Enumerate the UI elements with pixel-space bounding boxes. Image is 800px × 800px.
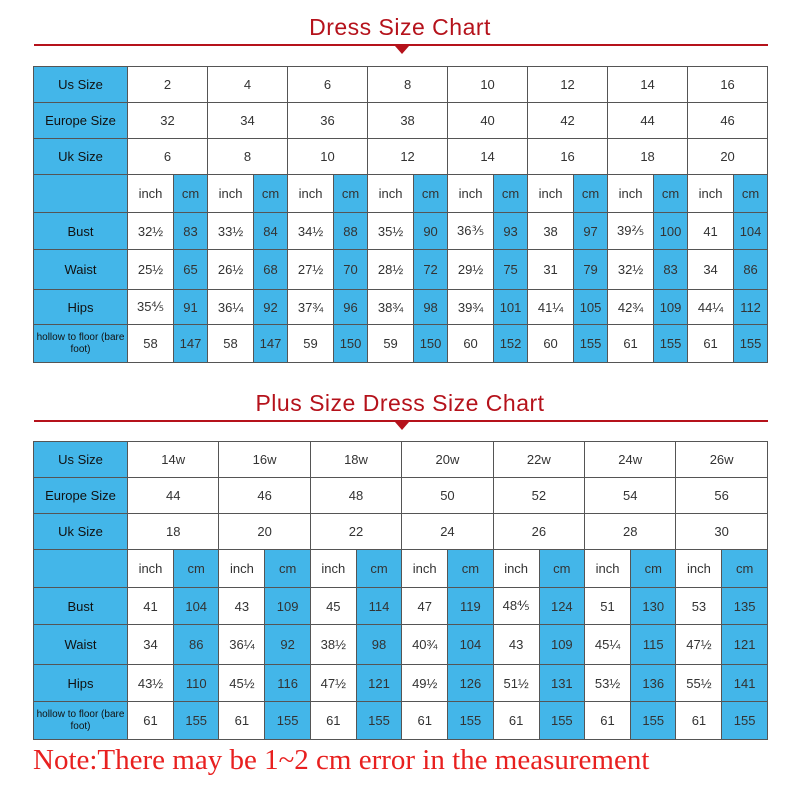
unit-cm-header: cm bbox=[414, 175, 448, 213]
inch-value-cell: 42¾ bbox=[608, 290, 654, 325]
cm-value-cell: 116 bbox=[265, 665, 310, 702]
unit-inch-header: inch bbox=[676, 550, 722, 588]
cm-value-cell: 121 bbox=[722, 625, 767, 665]
unit-cm-header: cm bbox=[254, 175, 288, 213]
inch-value-cell: 47½ bbox=[310, 665, 356, 702]
inch-value-cell: 34 bbox=[128, 625, 174, 665]
inch-value-cell: 29½ bbox=[448, 250, 494, 290]
inch-value-cell: 44¼ bbox=[688, 290, 734, 325]
inch-value-cell: 41 bbox=[128, 588, 174, 625]
measurement-row bbox=[34, 250, 768, 290]
size-cell: 48 bbox=[310, 478, 401, 514]
inch-value-cell: 61 bbox=[128, 702, 174, 740]
size-row bbox=[34, 478, 768, 514]
cm-value-cell: 96 bbox=[334, 290, 368, 325]
cm-value-cell: 109 bbox=[265, 588, 310, 625]
cm-value-cell: 101 bbox=[494, 290, 528, 325]
measurement-label: Hips bbox=[34, 290, 128, 325]
cm-value-cell: 110 bbox=[174, 665, 219, 702]
unit-inch-header: inch bbox=[208, 175, 254, 213]
inch-value-cell: 34 bbox=[688, 250, 734, 290]
unit-inch-header: inch bbox=[368, 175, 414, 213]
inch-value-cell: 53½ bbox=[585, 665, 631, 702]
size-cell: 38 bbox=[368, 103, 448, 139]
cm-value-cell: 83 bbox=[654, 250, 688, 290]
size-cell: 8 bbox=[208, 139, 288, 175]
cm-value-cell: 155 bbox=[734, 325, 768, 363]
size-cell: 10 bbox=[288, 139, 368, 175]
cm-value-cell: 155 bbox=[654, 325, 688, 363]
cm-value-cell: 88 bbox=[334, 213, 368, 250]
cm-value-cell: 93 bbox=[494, 213, 528, 250]
cm-value-cell: 84 bbox=[254, 213, 288, 250]
measurement-row bbox=[34, 665, 768, 702]
size-cell: 50 bbox=[402, 478, 493, 514]
size-row bbox=[34, 67, 768, 103]
cm-value-cell: 68 bbox=[254, 250, 288, 290]
inch-value-cell: 33½ bbox=[208, 213, 254, 250]
size-row bbox=[34, 139, 768, 175]
unit-header-blank bbox=[34, 550, 128, 588]
size-cell: 16 bbox=[688, 67, 768, 103]
unit-header-blank bbox=[34, 175, 128, 213]
size-cell: 56 bbox=[676, 478, 767, 514]
cm-value-cell: 72 bbox=[414, 250, 448, 290]
unit-inch-header: inch bbox=[219, 550, 265, 588]
cm-value-cell: 105 bbox=[574, 290, 608, 325]
inch-value-cell: 38½ bbox=[310, 625, 356, 665]
inch-value-cell: 36¼ bbox=[219, 625, 265, 665]
size-cell: 6 bbox=[288, 67, 368, 103]
inch-value-cell: 37¾ bbox=[288, 290, 334, 325]
inch-value-cell: 61 bbox=[585, 702, 631, 740]
inch-value-cell: 61 bbox=[688, 325, 734, 363]
row-label: Uk Size bbox=[34, 139, 128, 175]
row-label: Us Size bbox=[34, 67, 128, 103]
cm-value-cell: 100 bbox=[654, 213, 688, 250]
cm-value-cell: 150 bbox=[334, 325, 368, 363]
cm-value-cell: 83 bbox=[174, 213, 208, 250]
inch-value-cell: 61 bbox=[608, 325, 654, 363]
inch-value-cell: 47 bbox=[402, 588, 448, 625]
inch-value-cell: 51 bbox=[585, 588, 631, 625]
size-cell: 6 bbox=[128, 139, 208, 175]
size-cell: 46 bbox=[688, 103, 768, 139]
cm-value-cell: 86 bbox=[734, 250, 768, 290]
measurement-row bbox=[34, 625, 768, 665]
unit-inch-header: inch bbox=[128, 175, 174, 213]
cm-value-cell: 90 bbox=[414, 213, 448, 250]
measurement-row bbox=[34, 290, 768, 325]
size-cell: 2 bbox=[128, 67, 208, 103]
unit-inch-header: inch bbox=[688, 175, 734, 213]
unit-cm-header: cm bbox=[265, 550, 310, 588]
unit-cm-header: cm bbox=[722, 550, 767, 588]
size-cell: 26w bbox=[676, 442, 767, 478]
inch-value-cell: 41 bbox=[688, 213, 734, 250]
inch-value-cell: 60 bbox=[528, 325, 574, 363]
inch-value-cell: 61 bbox=[402, 702, 448, 740]
inch-value-cell: 32½ bbox=[128, 213, 174, 250]
cm-value-cell: 147 bbox=[254, 325, 288, 363]
size-cell: 12 bbox=[368, 139, 448, 175]
measurement-note: Note:There may be 1~2 cm error in the measurement bbox=[33, 744, 650, 776]
inch-value-cell: 34½ bbox=[288, 213, 334, 250]
row-label: Uk Size bbox=[34, 514, 128, 550]
cm-value-cell: 79 bbox=[574, 250, 608, 290]
cm-value-cell: 155 bbox=[448, 702, 493, 740]
size-cell: 20w bbox=[402, 442, 493, 478]
unit-cm-header: cm bbox=[448, 550, 493, 588]
measurement-row bbox=[34, 702, 768, 740]
cm-value-cell: 147 bbox=[174, 325, 208, 363]
unit-inch-header: inch bbox=[288, 175, 334, 213]
inch-value-cell: 28½ bbox=[368, 250, 414, 290]
inch-value-cell: 35⅘ bbox=[128, 290, 174, 325]
plus-size-table bbox=[33, 441, 768, 740]
size-cell: 20 bbox=[219, 514, 310, 550]
size-row bbox=[34, 103, 768, 139]
cm-value-cell: 104 bbox=[734, 213, 768, 250]
cm-value-cell: 124 bbox=[539, 588, 584, 625]
inch-value-cell: 49½ bbox=[402, 665, 448, 702]
cm-value-cell: 109 bbox=[539, 625, 584, 665]
unit-cm-header: cm bbox=[574, 175, 608, 213]
inch-value-cell: 31 bbox=[528, 250, 574, 290]
size-cell: 44 bbox=[608, 103, 688, 139]
measurement-row bbox=[34, 213, 768, 250]
chart2-title: Plus Size Dress Size Chart bbox=[255, 390, 545, 416]
measurement-label: hollow to floor (bare foot) bbox=[34, 702, 128, 740]
dress-size-table bbox=[33, 66, 768, 363]
size-cell: 54 bbox=[585, 478, 676, 514]
cm-value-cell: 112 bbox=[734, 290, 768, 325]
cm-value-cell: 155 bbox=[265, 702, 310, 740]
cm-value-cell: 91 bbox=[174, 290, 208, 325]
size-cell: 18w bbox=[310, 442, 401, 478]
inch-value-cell: 45 bbox=[310, 588, 356, 625]
inch-value-cell: 36⅗ bbox=[448, 213, 494, 250]
inch-value-cell: 41¼ bbox=[528, 290, 574, 325]
unit-cm-header: cm bbox=[334, 175, 368, 213]
measurement-row bbox=[34, 325, 768, 363]
size-cell: 12 bbox=[528, 67, 608, 103]
inch-value-cell: 35½ bbox=[368, 213, 414, 250]
unit-inch-header: inch bbox=[528, 175, 574, 213]
cm-value-cell: 92 bbox=[265, 625, 310, 665]
size-cell: 44 bbox=[128, 478, 219, 514]
unit-inch-header: inch bbox=[585, 550, 631, 588]
inch-value-cell: 59 bbox=[368, 325, 414, 363]
unit-cm-header: cm bbox=[539, 550, 584, 588]
unit-inch-header: inch bbox=[128, 550, 174, 588]
size-cell: 18 bbox=[608, 139, 688, 175]
size-cell: 34 bbox=[208, 103, 288, 139]
inch-value-cell: 47½ bbox=[676, 625, 722, 665]
cm-value-cell: 155 bbox=[574, 325, 608, 363]
inch-value-cell: 48⅘ bbox=[493, 588, 539, 625]
inch-value-cell: 61 bbox=[493, 702, 539, 740]
unit-inch-header: inch bbox=[608, 175, 654, 213]
measurement-label: Waist bbox=[34, 625, 128, 665]
cm-value-cell: 114 bbox=[356, 588, 401, 625]
inch-value-cell: 45½ bbox=[219, 665, 265, 702]
unit-header-row bbox=[34, 175, 768, 213]
unit-inch-header: inch bbox=[493, 550, 539, 588]
inch-value-cell: 43½ bbox=[128, 665, 174, 702]
cm-value-cell: 75 bbox=[494, 250, 528, 290]
cm-value-cell: 97 bbox=[574, 213, 608, 250]
unit-cm-header: cm bbox=[631, 550, 676, 588]
cm-value-cell: 141 bbox=[722, 665, 767, 702]
size-cell: 14 bbox=[608, 67, 688, 103]
size-cell: 32 bbox=[128, 103, 208, 139]
chart1-rule-pointer bbox=[395, 46, 409, 54]
inch-value-cell: 38¾ bbox=[368, 290, 414, 325]
measurement-label: hollow to floor (bare foot) bbox=[34, 325, 128, 363]
row-label: Us Size bbox=[34, 442, 128, 478]
unit-inch-header: inch bbox=[310, 550, 356, 588]
size-cell: 16 bbox=[528, 139, 608, 175]
size-cell: 10 bbox=[448, 67, 528, 103]
inch-value-cell: 38 bbox=[528, 213, 574, 250]
measurement-label: Bust bbox=[34, 213, 128, 250]
cm-value-cell: 152 bbox=[494, 325, 528, 363]
cm-value-cell: 136 bbox=[631, 665, 676, 702]
size-cell: 20 bbox=[688, 139, 768, 175]
cm-value-cell: 130 bbox=[631, 588, 676, 625]
inch-value-cell: 39¾ bbox=[448, 290, 494, 325]
size-cell: 8 bbox=[368, 67, 448, 103]
inch-value-cell: 61 bbox=[676, 702, 722, 740]
size-cell: 24 bbox=[402, 514, 493, 550]
cm-value-cell: 155 bbox=[539, 702, 584, 740]
cm-value-cell: 92 bbox=[254, 290, 288, 325]
row-label: Europe Size bbox=[34, 103, 128, 139]
size-row bbox=[34, 514, 768, 550]
size-cell: 14w bbox=[128, 442, 219, 478]
unit-inch-header: inch bbox=[448, 175, 494, 213]
cm-value-cell: 155 bbox=[174, 702, 219, 740]
unit-cm-header: cm bbox=[494, 175, 528, 213]
inch-value-cell: 32½ bbox=[608, 250, 654, 290]
size-cell: 18 bbox=[128, 514, 219, 550]
unit-cm-header: cm bbox=[734, 175, 768, 213]
inch-value-cell: 51½ bbox=[493, 665, 539, 702]
inch-value-cell: 45¼ bbox=[585, 625, 631, 665]
cm-value-cell: 109 bbox=[654, 290, 688, 325]
unit-cm-header: cm bbox=[654, 175, 688, 213]
unit-cm-header: cm bbox=[356, 550, 401, 588]
inch-value-cell: 43 bbox=[219, 588, 265, 625]
cm-value-cell: 98 bbox=[414, 290, 448, 325]
size-cell: 36 bbox=[288, 103, 368, 139]
size-cell: 14 bbox=[448, 139, 528, 175]
cm-value-cell: 155 bbox=[356, 702, 401, 740]
cm-value-cell: 135 bbox=[722, 588, 767, 625]
size-cell: 22w bbox=[493, 442, 584, 478]
size-cell: 16w bbox=[219, 442, 310, 478]
inch-value-cell: 59 bbox=[288, 325, 334, 363]
inch-value-cell: 26½ bbox=[208, 250, 254, 290]
cm-value-cell: 104 bbox=[174, 588, 219, 625]
size-cell: 46 bbox=[219, 478, 310, 514]
inch-value-cell: 39⅖ bbox=[608, 213, 654, 250]
chart2-rule-pointer bbox=[395, 422, 409, 430]
cm-value-cell: 119 bbox=[448, 588, 493, 625]
cm-value-cell: 65 bbox=[174, 250, 208, 290]
measurement-row bbox=[34, 588, 768, 625]
unit-inch-header: inch bbox=[402, 550, 448, 588]
cm-value-cell: 86 bbox=[174, 625, 219, 665]
inch-value-cell: 53 bbox=[676, 588, 722, 625]
inch-value-cell: 60 bbox=[448, 325, 494, 363]
cm-value-cell: 121 bbox=[356, 665, 401, 702]
inch-value-cell: 61 bbox=[219, 702, 265, 740]
inch-value-cell: 61 bbox=[310, 702, 356, 740]
measurement-label: Waist bbox=[34, 250, 128, 290]
row-label: Europe Size bbox=[34, 478, 128, 514]
cm-value-cell: 98 bbox=[356, 625, 401, 665]
cm-value-cell: 155 bbox=[722, 702, 767, 740]
cm-value-cell: 155 bbox=[631, 702, 676, 740]
size-cell: 22 bbox=[310, 514, 401, 550]
inch-value-cell: 36¼ bbox=[208, 290, 254, 325]
size-cell: 4 bbox=[208, 67, 288, 103]
measurement-label: Bust bbox=[34, 588, 128, 625]
cm-value-cell: 104 bbox=[448, 625, 493, 665]
unit-cm-header: cm bbox=[174, 175, 208, 213]
size-cell: 26 bbox=[493, 514, 584, 550]
inch-value-cell: 25½ bbox=[128, 250, 174, 290]
cm-value-cell: 150 bbox=[414, 325, 448, 363]
inch-value-cell: 58 bbox=[128, 325, 174, 363]
unit-cm-header: cm bbox=[174, 550, 219, 588]
chart1-title: Dress Size Chart bbox=[309, 14, 491, 40]
cm-value-cell: 131 bbox=[539, 665, 584, 702]
size-cell: 30 bbox=[676, 514, 767, 550]
inch-value-cell: 40¾ bbox=[402, 625, 448, 665]
inch-value-cell: 27½ bbox=[288, 250, 334, 290]
unit-header-row bbox=[34, 550, 768, 588]
size-cell: 42 bbox=[528, 103, 608, 139]
inch-value-cell: 43 bbox=[493, 625, 539, 665]
inch-value-cell: 55½ bbox=[676, 665, 722, 702]
size-row bbox=[34, 442, 768, 478]
size-cell: 28 bbox=[585, 514, 676, 550]
cm-value-cell: 115 bbox=[631, 625, 676, 665]
size-cell: 40 bbox=[448, 103, 528, 139]
cm-value-cell: 70 bbox=[334, 250, 368, 290]
cm-value-cell: 126 bbox=[448, 665, 493, 702]
measurement-label: Hips bbox=[34, 665, 128, 702]
inch-value-cell: 58 bbox=[208, 325, 254, 363]
size-cell: 52 bbox=[493, 478, 584, 514]
size-cell: 24w bbox=[585, 442, 676, 478]
